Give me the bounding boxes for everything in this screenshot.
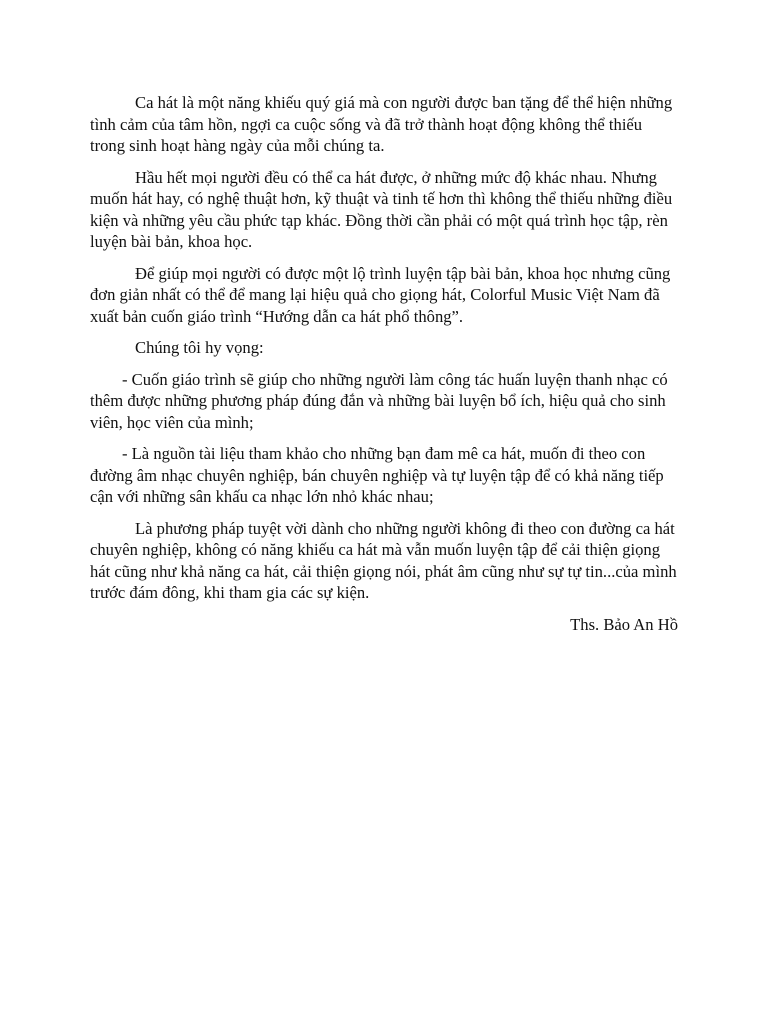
intro-paragraph: Ca hát là một năng khiếu quý giá mà con người được ban tặng để thể hiện những tình cảm của tâm hồn, ngợi ca cuộc sống và đã trở thành hoạt động không thể thiếu trong sinh hoạt hàng ngày của mỗi chúng ta. (90, 93, 673, 155)
document-page (90, 92, 680, 635)
skill-paragraph: Hầu hết mọi người đều có thể ca hát được, ở những mức độ khác nhau. Nhưng muốn hát hay, có nghệ thuật hơn, kỹ thuật và tinh tế hơn thì không thể thiếu những điều kiện và những yêu cầu phức tạp khác. Đồng thời cần phải có một quá trình học tập, rèn luyện bài bản, khoa học. (90, 167, 673, 251)
closing-paragraph: Là phương pháp tuyệt vời dành cho những người không đi theo con đường ca hát chuyên nghiệp, không có năng khiếu ca hát mà vẫn muốn luyện tập để cải thiện giọng hát cũng như khả năng ca hát, cải thiện giọng nói, phát âm cũng như sự tự tin...của mình trước đám đông, khi tham gia các sự kiện. (90, 518, 677, 602)
purpose-paragraph: Để giúp mọi người có được một lộ trình luyện tập bài bản, khoa học nhưng cũng đơn giản nhất có thể để mang lại hiệu quả cho giọng hát, Colorful Music Việt Nam đã xuất bản cuốn giáo trình “Hướng dẫn ca hát phổ thông”. (90, 263, 671, 326)
author-signature: Ths. Bảo An Hồ (570, 614, 678, 634)
hope-heading: Chúng tôi hy vọng: (135, 338, 264, 357)
hope-list-item: - Cuốn giáo trình sẽ giúp cho những người làm công tác huấn luyện thanh nhạc có thêm được những phương pháp đúng đắn và những bài luyện bổ ích, hiệu quả cho sinh viên, học viên của mình; (90, 369, 668, 432)
hope-list-item: - Là nguồn tài liệu tham khảo cho những bạn đam mê ca hát, muốn đi theo con đường âm nhạc chuyên nghiệp, bán chuyên nghiệp và tự luyện tập để có khả năng tiếp cận với những sân khấu ca nhạc lớn nhỏ khác nhau; (90, 444, 664, 506)
